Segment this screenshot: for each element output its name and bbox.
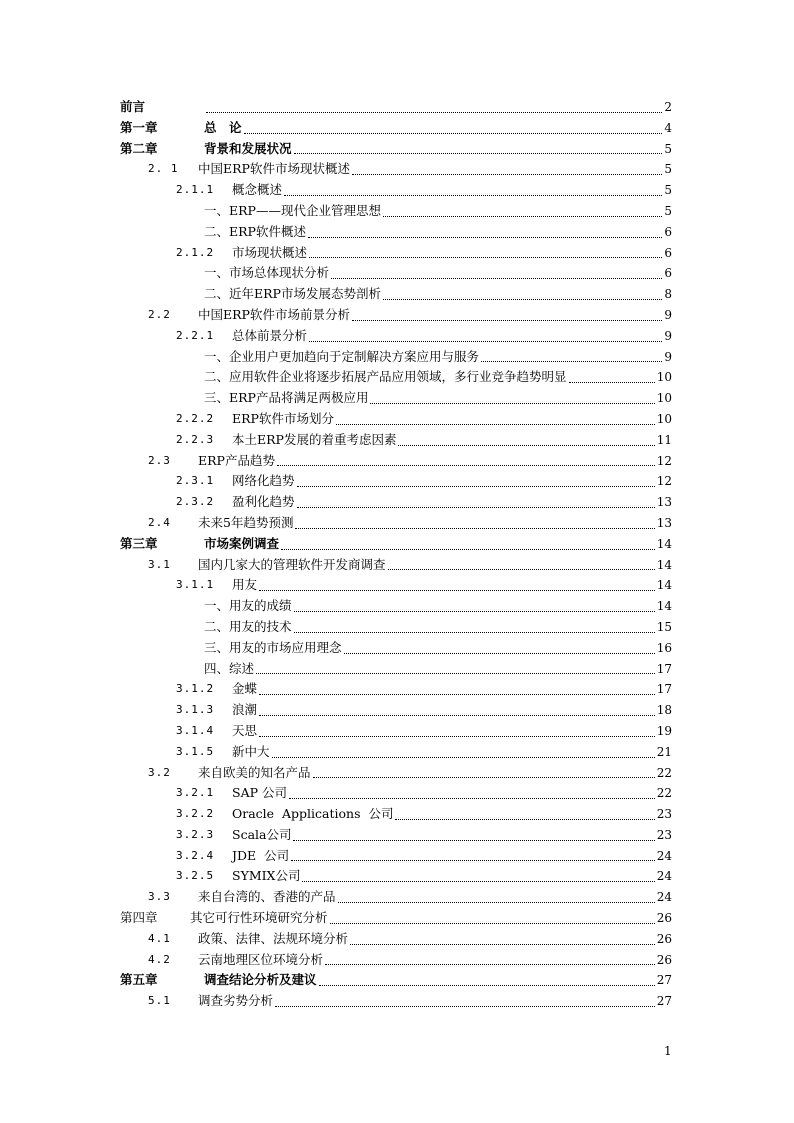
toc-entry[interactable] (120, 555, 672, 576)
toc-entry[interactable] (120, 866, 672, 887)
toc-entry[interactable] (120, 201, 672, 222)
toc-entry-title: ERP软件市场划分 (232, 410, 334, 426)
toc-entry-title: 本土ERP发展的着重考虑因素 (232, 431, 397, 447)
toc-entry[interactable] (120, 97, 672, 118)
toc-entry-title: 天思 (232, 722, 258, 738)
dot-leader (388, 568, 655, 570)
toc-entry-page: 5 (664, 141, 672, 156)
toc-entry-title: 三、ERP产品将满足两极应用 (204, 390, 369, 406)
dot-leader (569, 381, 655, 383)
toc-entry-title: 来自欧美的知名产品 (198, 764, 311, 780)
dot-leader (295, 527, 654, 529)
dot-leader (383, 298, 662, 300)
toc-entry[interactable] (120, 180, 672, 201)
toc-entry-page: 26 (656, 952, 672, 967)
toc-entry-title: 总 论 (204, 119, 242, 135)
toc-entry-title: 盈利化趋势 (232, 494, 295, 510)
toc-entry-page: 9 (664, 307, 672, 322)
toc-entry-number: 第四章 (120, 910, 158, 926)
dot-leader (330, 922, 655, 924)
toc-entry-page: 6 (664, 224, 672, 239)
toc-entry-number: 3.2.5 (176, 869, 215, 883)
toc-entry-number: 3.2.4 (176, 848, 215, 862)
toc-entry-number: 前言 (120, 99, 146, 114)
toc-entry-page: 6 (664, 266, 672, 281)
toc-entry-number: 2.2.2 (176, 411, 215, 425)
toc-entry-title: 一、ERP——现代企业管理思想 (204, 202, 381, 218)
toc-entry-title: 国内几家大的管理软件开发商调查 (198, 556, 386, 572)
toc-entry-number: 3.2.3 (176, 827, 215, 841)
toc-entry-title: ERP产品趋势 (198, 452, 275, 468)
dot-leader (289, 797, 655, 799)
dot-leader (309, 256, 662, 258)
toc-entry-title: 概念概述 (232, 182, 283, 198)
dot-leader (206, 111, 662, 113)
toc-entry-title: 二、ERP软件概述 (204, 223, 306, 239)
toc-entry-title: 一、用友的成绩 (204, 598, 292, 614)
toc-entry-page: 9 (664, 349, 672, 364)
toc-entry-title: 四、综述 (204, 660, 255, 676)
dot-leader (297, 485, 655, 487)
toc-entry-title: 市场现状概述 (232, 244, 308, 260)
toc-entry[interactable] (120, 451, 672, 472)
toc-entry-title: 新中大 (232, 743, 270, 759)
toc-entry-page: 14 (656, 557, 672, 572)
toc-entry[interactable] (120, 887, 672, 908)
toc-entry-page: 14 (656, 599, 672, 614)
toc-entry[interactable] (120, 638, 672, 659)
toc-entry-page: 10 (656, 370, 672, 385)
dot-leader (352, 319, 662, 321)
toc-entry-title: SAP 公司 (232, 785, 287, 801)
dot-leader (281, 548, 655, 550)
toc-entry-page: 26 (656, 911, 672, 926)
dot-leader (294, 152, 663, 154)
toc-entry-number: 2.2.1 (176, 328, 215, 342)
toc-entry-title: 总体前景分析 (232, 327, 308, 343)
toc-entry-title: JDE 公司 (232, 847, 290, 863)
toc-entry[interactable] (120, 139, 672, 160)
toc-entry-number: 第三章 (120, 535, 158, 551)
toc-entry-title: 来自台湾的、香港的产品 (198, 889, 336, 905)
toc-entry[interactable] (120, 263, 672, 284)
toc-entry[interactable] (120, 222, 672, 243)
toc-entry-number: 4.2 (148, 952, 171, 966)
dot-leader (336, 423, 655, 425)
dot-leader (370, 402, 654, 404)
toc-entry-title: 二、近年ERP市场发展态势剖析 (204, 286, 381, 302)
toc-entry-number: 3.2.1 (176, 786, 215, 800)
toc-entry-title: 二、用友的技术 (204, 618, 292, 634)
toc-entry[interactable] (120, 347, 672, 368)
toc-entry-page: 5 (664, 162, 672, 177)
toc-entry-number: 4.1 (148, 931, 171, 945)
dot-leader (297, 506, 655, 508)
toc-entry-title: 其它可行性环境研究分析 (190, 910, 328, 926)
toc-entry-page: 18 (656, 703, 672, 718)
dot-leader (272, 756, 655, 758)
toc-entry-page: 10 (656, 391, 672, 406)
dot-leader (344, 652, 655, 654)
dot-leader (294, 631, 655, 633)
toc-entry-number: 2.2.3 (176, 432, 215, 446)
toc-entry-page: 19 (656, 723, 672, 738)
toc-entry-title: 二、应用软件企业将逐步拓展产品应用领域，多行业竞争趋势明显 (204, 369, 567, 385)
dot-leader (259, 714, 655, 716)
dot-leader (294, 610, 655, 612)
toc-entry-number: 2.3.2 (176, 495, 215, 509)
toc-entry-title: 中国ERP软件市场前景分析 (198, 306, 350, 322)
toc-entry[interactable] (120, 513, 672, 534)
toc-entry-title: 未来5年趋势预测 (198, 514, 294, 530)
dot-leader (350, 943, 655, 945)
toc-entry-title: 网络化趋势 (232, 473, 295, 489)
toc-entry-number: 3.1.2 (176, 682, 215, 696)
dot-leader (383, 215, 662, 217)
toc-entry-number: 3.1 (148, 557, 171, 571)
toc-entry[interactable] (120, 679, 672, 700)
toc-entry-page: 17 (656, 661, 672, 676)
dot-leader (259, 589, 655, 591)
dot-leader (244, 132, 663, 134)
toc-entry-page: 27 (656, 994, 672, 1009)
dot-leader (293, 839, 654, 841)
toc-entry[interactable] (120, 659, 672, 680)
toc-entry-title: 云南地理区位环境分析 (198, 951, 324, 967)
toc-entry-number: 2.1.1 (176, 183, 215, 197)
toc-entry[interactable] (120, 492, 672, 513)
toc-entry-page: 6 (664, 245, 672, 260)
dot-leader (256, 672, 655, 674)
toc-entry[interactable] (120, 991, 672, 1012)
toc-entry-page: 24 (656, 890, 672, 905)
toc-entry-page: 17 (656, 682, 672, 697)
toc-entry[interactable] (120, 388, 672, 409)
toc-entry-number: 2.1.2 (176, 245, 215, 259)
toc-entry-page: 12 (656, 474, 672, 489)
toc-entry-page: 22 (656, 786, 672, 801)
toc-entry[interactable] (120, 908, 672, 929)
toc-entry-title: 市场案例调查 (204, 535, 280, 551)
toc-entry-title: 调查结论分析及建议 (204, 972, 317, 988)
dot-leader (259, 735, 655, 737)
toc-entry[interactable] (120, 825, 672, 846)
toc-entry-page: 15 (656, 619, 672, 634)
toc-entry[interactable] (120, 721, 672, 742)
toc-entry[interactable] (120, 575, 672, 596)
toc-entry[interactable] (120, 367, 672, 388)
toc-entry-number: 2.3.1 (176, 474, 215, 488)
toc-entry-page: 23 (656, 807, 672, 822)
toc-entry-title: 调查劣势分析 (198, 993, 274, 1009)
toc-entry[interactable] (120, 804, 672, 825)
toc-entry-number: 3.2.2 (176, 807, 215, 821)
toc-entry[interactable] (120, 430, 672, 451)
dot-leader (313, 776, 655, 778)
dot-leader (259, 693, 655, 695)
toc-entry-page: 5 (664, 203, 672, 218)
toc-entry-page: 10 (656, 411, 672, 426)
toc-entry-page: 2 (664, 100, 672, 114)
toc-entry[interactable] (120, 700, 672, 721)
toc-entry-page: 13 (656, 515, 672, 530)
toc-entry-title: 用友 (232, 577, 258, 593)
toc-entry-page: 27 (656, 973, 672, 988)
toc-entry-title: Oracle Applications 公司 (232, 806, 394, 822)
toc-entry-page: 9 (664, 328, 672, 343)
dot-leader (395, 818, 654, 820)
dot-leader (284, 194, 662, 196)
dot-leader (481, 360, 662, 362)
toc-entry[interactable] (120, 409, 672, 430)
toc-entry-number: 3.1.4 (176, 723, 215, 737)
toc-entry-page: 22 (656, 765, 672, 780)
dot-leader (277, 464, 655, 466)
toc-entry-title: Scala公司 (232, 826, 292, 842)
toc-entry-page: 14 (656, 578, 672, 593)
toc-entry-page: 8 (664, 287, 672, 302)
dot-leader (291, 859, 655, 861)
toc-entry-number: 2.3 (148, 453, 171, 467)
toc-entry[interactable] (120, 763, 672, 784)
toc-entry-page: 14 (656, 536, 672, 551)
toc-entry-page: 21 (656, 744, 672, 759)
toc-entry-number: 第一章 (120, 119, 158, 135)
toc-entry-page: 4 (664, 120, 672, 135)
dot-leader (331, 277, 662, 279)
toc-entry[interactable] (120, 118, 672, 139)
toc-entry-title: 政策、法律、法规环境分析 (198, 930, 349, 946)
page-number: 1 (664, 1044, 672, 1058)
toc-entry[interactable] (120, 305, 672, 326)
toc-entry-title: 三、用友的市场应用理念 (204, 639, 342, 655)
toc-entry-page: 23 (656, 827, 672, 842)
toc-entry-title: 金蝶 (232, 681, 258, 697)
dot-leader (308, 236, 662, 238)
toc-entry-number: 2. 1 (148, 162, 179, 176)
toc-entry-page: 11 (656, 432, 672, 447)
toc-entry-title: 浪潮 (232, 702, 258, 718)
dot-leader (309, 340, 662, 342)
dot-leader (302, 880, 654, 882)
dot-leader (352, 173, 662, 175)
toc-entry-number: 第二章 (120, 140, 158, 156)
toc-entry[interactable] (120, 617, 672, 638)
toc-entry-title: 一、企业用户更加趋向于定制解决方案应用与服务 (204, 348, 480, 364)
toc-entry-page: 13 (656, 495, 672, 510)
toc-entry[interactable] (120, 742, 672, 763)
toc-entry[interactable] (120, 929, 672, 950)
toc-entry[interactable] (120, 284, 672, 305)
toc-entry-page: 26 (656, 931, 672, 946)
dot-leader (338, 901, 655, 903)
toc-entry[interactable] (120, 159, 672, 180)
toc-entry-page: 24 (656, 869, 672, 884)
toc-entry[interactable] (120, 970, 672, 991)
toc-entry-number: 2.2 (148, 307, 171, 321)
toc-entry[interactable] (120, 950, 672, 971)
dot-leader (325, 963, 655, 965)
toc-entry[interactable] (120, 596, 672, 617)
toc-entry-page: 16 (656, 640, 672, 655)
toc-entry-number: 3.1.1 (176, 578, 215, 592)
toc-entry-number: 3.1.3 (176, 703, 215, 717)
toc-entry-number: 3.3 (148, 890, 171, 904)
dot-leader (275, 1005, 655, 1007)
toc-entry-page: 24 (656, 848, 672, 863)
dot-leader (319, 984, 655, 986)
toc-entry[interactable] (120, 243, 672, 264)
toc-entry-number: 3.1.5 (176, 744, 215, 758)
toc-entry-page: 12 (656, 453, 672, 468)
toc-entry-title: 背景和发展状况 (204, 140, 292, 156)
toc-entry[interactable] (120, 534, 672, 555)
toc-entry[interactable] (120, 846, 672, 867)
dot-leader (398, 444, 654, 446)
toc-entry-page: 5 (664, 183, 672, 198)
toc-entry-number: 5.1 (148, 994, 171, 1008)
table-of-contents (120, 97, 672, 1012)
toc-entry[interactable] (120, 326, 672, 347)
toc-entry-number: 2.4 (148, 515, 171, 529)
toc-entry[interactable] (120, 783, 672, 804)
toc-entry-title: SYMIX公司 (232, 868, 301, 884)
toc-entry-title: 一、市场总体现状分析 (204, 265, 330, 281)
toc-entry-number: 第五章 (120, 972, 158, 988)
toc-entry-number: 3.2 (148, 765, 171, 779)
toc-entry-title: 中国ERP软件市场现状概述 (198, 161, 350, 177)
toc-entry[interactable] (120, 471, 672, 492)
